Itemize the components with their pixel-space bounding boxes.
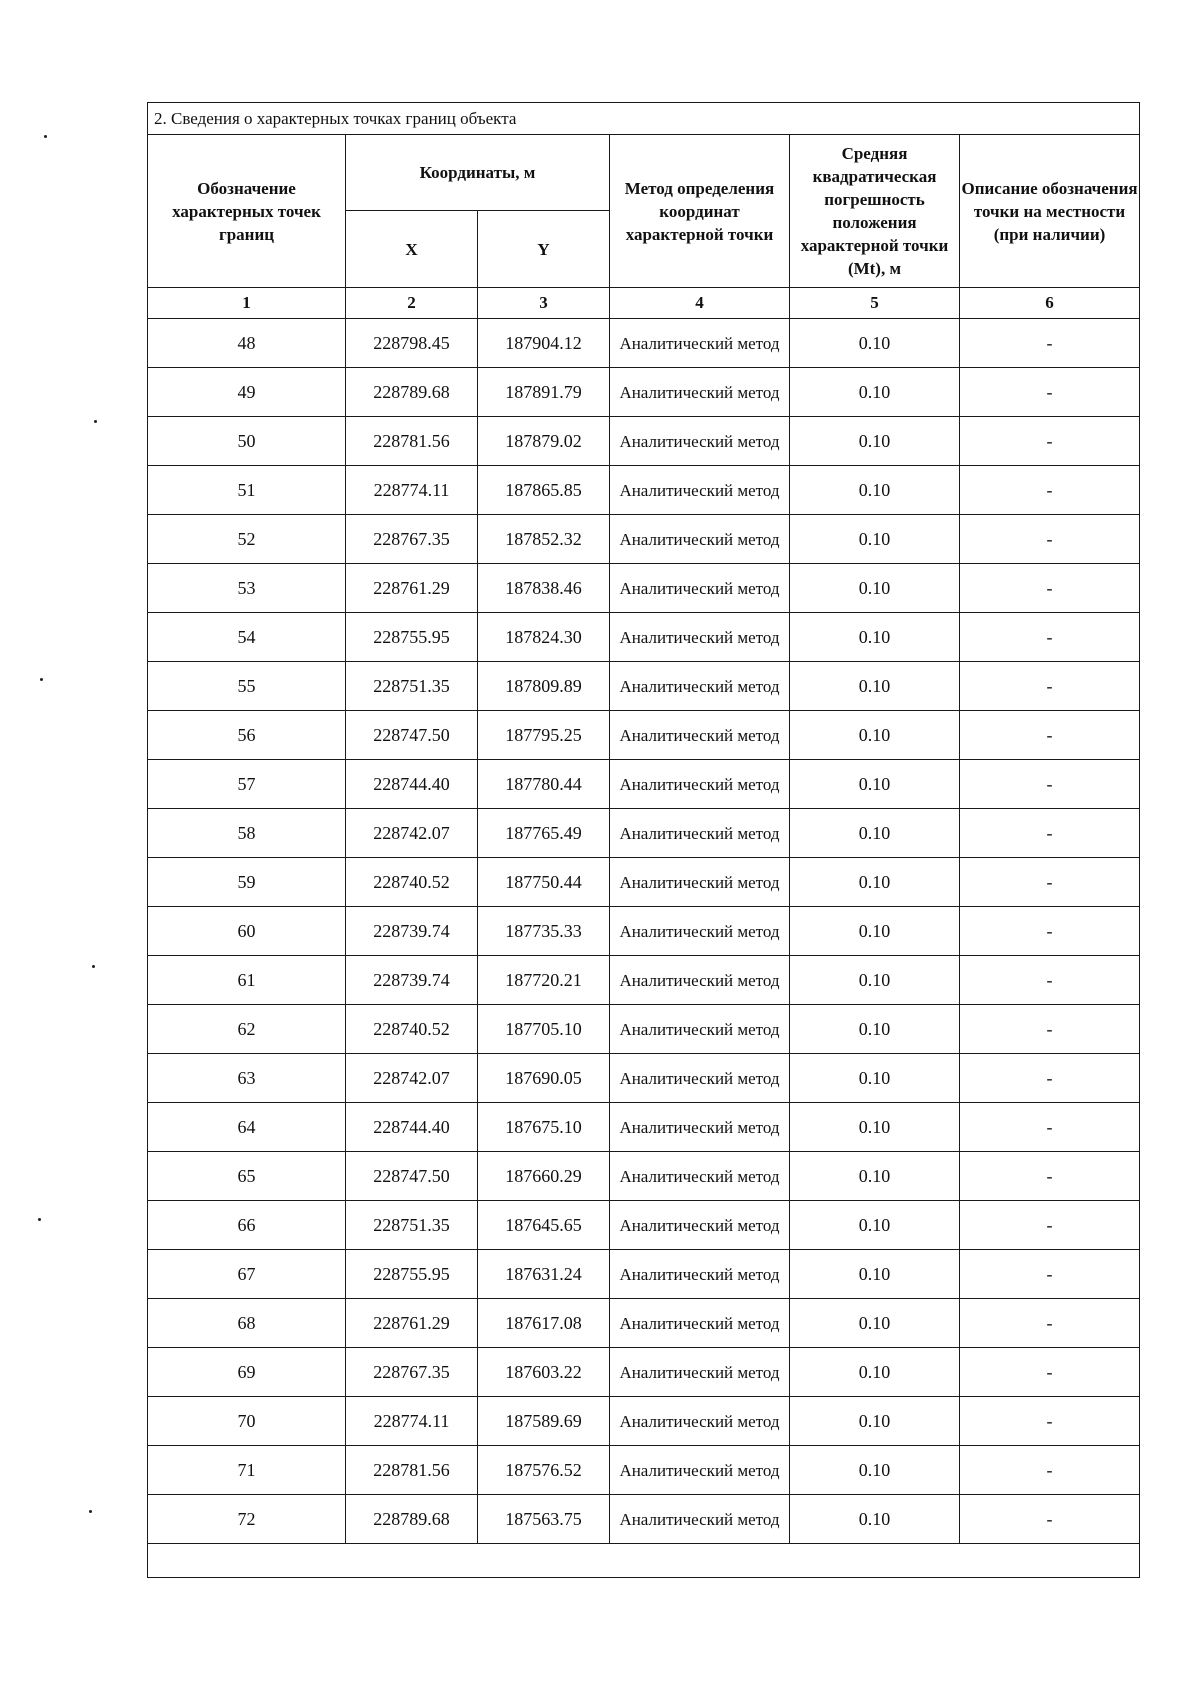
cell-x: 228755.95 <box>346 613 478 662</box>
table-row <box>148 1250 1140 1299</box>
header-y: Y <box>478 211 610 288</box>
cell-method: Аналитический метод <box>610 858 790 907</box>
cell-error: 0.10 <box>790 1054 960 1103</box>
header-description: Описание обозначения точки на местности (при наличии) <box>960 135 1140 288</box>
cell-description: - <box>960 1348 1140 1397</box>
scan-speck <box>89 1510 92 1513</box>
cell-description: - <box>960 1054 1140 1103</box>
cell-x: 228761.29 <box>346 564 478 613</box>
cell-error: 0.10 <box>790 319 960 368</box>
cell-method: Аналитический метод <box>610 760 790 809</box>
cell-y: 187865.85 <box>478 466 610 515</box>
cell-y: 187750.44 <box>478 858 610 907</box>
cell-point: 53 <box>148 564 346 613</box>
column-number: 3 <box>478 288 610 319</box>
cell-method: Аналитический метод <box>610 956 790 1005</box>
table-row <box>148 956 1140 1005</box>
cell-point: 69 <box>148 1348 346 1397</box>
table-row <box>148 1054 1140 1103</box>
table-row <box>148 809 1140 858</box>
cell-description: - <box>960 760 1140 809</box>
cell-point: 58 <box>148 809 346 858</box>
cell-method: Аналитический метод <box>610 1446 790 1495</box>
table-row <box>148 858 1140 907</box>
table-row <box>148 1299 1140 1348</box>
cell-point: 70 <box>148 1397 346 1446</box>
cell-error: 0.10 <box>790 1348 960 1397</box>
header-point: Обозначение характерных точек границ <box>148 135 346 288</box>
cell-method: Аналитический метод <box>610 1201 790 1250</box>
cell-x: 228755.95 <box>346 1250 478 1299</box>
cell-y: 187675.10 <box>478 1103 610 1152</box>
cell-error: 0.10 <box>790 809 960 858</box>
cell-method: Аналитический метод <box>610 417 790 466</box>
table-row <box>148 1397 1140 1446</box>
header-coords: Координаты, м <box>346 135 610 211</box>
cell-method: Аналитический метод <box>610 1005 790 1054</box>
cell-y: 187563.75 <box>478 1495 610 1544</box>
cell-method: Аналитический метод <box>610 809 790 858</box>
cell-error: 0.10 <box>790 1446 960 1495</box>
cell-description: - <box>960 319 1140 368</box>
cell-description: - <box>960 1446 1140 1495</box>
cell-method: Аналитический метод <box>610 1054 790 1103</box>
cell-x: 228789.68 <box>346 368 478 417</box>
cell-error: 0.10 <box>790 1103 960 1152</box>
cell-description: - <box>960 1299 1140 1348</box>
table-footer-cell <box>148 1544 1140 1578</box>
cell-x: 228761.29 <box>346 1299 478 1348</box>
column-number: 2 <box>346 288 478 319</box>
cell-x: 228739.74 <box>346 907 478 956</box>
cell-point: 71 <box>148 1446 346 1495</box>
cell-description: - <box>960 466 1140 515</box>
column-number-row <box>148 288 1140 319</box>
cell-x: 228751.35 <box>346 1201 478 1250</box>
cell-method: Аналитический метод <box>610 613 790 662</box>
table-row <box>148 417 1140 466</box>
cell-error: 0.10 <box>790 1250 960 1299</box>
table-row <box>148 319 1140 368</box>
cell-x: 228742.07 <box>346 1054 478 1103</box>
cell-y: 187645.65 <box>478 1201 610 1250</box>
cell-point: 59 <box>148 858 346 907</box>
cell-x: 228747.50 <box>346 711 478 760</box>
scan-speck <box>94 420 97 423</box>
cell-y: 187795.25 <box>478 711 610 760</box>
cell-description: - <box>960 1152 1140 1201</box>
cell-description: - <box>960 368 1140 417</box>
cell-y: 187765.49 <box>478 809 610 858</box>
cell-description: - <box>960 417 1140 466</box>
cell-point: 49 <box>148 368 346 417</box>
cell-method: Аналитический метод <box>610 1250 790 1299</box>
table-row <box>148 466 1140 515</box>
table-row <box>148 711 1140 760</box>
cell-error: 0.10 <box>790 417 960 466</box>
cell-y: 187838.46 <box>478 564 610 613</box>
cell-point: 65 <box>148 1152 346 1201</box>
header-error: Средняя квадратическая погрешность положения характерной точки (Mt), м <box>790 135 960 288</box>
cell-description: - <box>960 858 1140 907</box>
cell-method: Аналитический метод <box>610 1299 790 1348</box>
cell-x: 228740.52 <box>346 858 478 907</box>
cell-point: 52 <box>148 515 346 564</box>
cell-error: 0.10 <box>790 662 960 711</box>
cell-y: 187891.79 <box>478 368 610 417</box>
cell-x: 228744.40 <box>346 760 478 809</box>
cell-method: Аналитический метод <box>610 662 790 711</box>
cell-y: 187617.08 <box>478 1299 610 1348</box>
cell-error: 0.10 <box>790 1495 960 1544</box>
cell-description: - <box>960 1495 1140 1544</box>
cell-error: 0.10 <box>790 1201 960 1250</box>
cell-x: 228798.45 <box>346 319 478 368</box>
table-row <box>148 613 1140 662</box>
scan-speck <box>44 135 47 138</box>
boundary-points-table <box>147 102 1140 1578</box>
cell-y: 187660.29 <box>478 1152 610 1201</box>
cell-description: - <box>960 1201 1140 1250</box>
column-number: 1 <box>148 288 346 319</box>
cell-description: - <box>960 1250 1140 1299</box>
cell-y: 187705.10 <box>478 1005 610 1054</box>
table-row <box>148 1152 1140 1201</box>
cell-point: 57 <box>148 760 346 809</box>
cell-point: 48 <box>148 319 346 368</box>
cell-description: - <box>960 515 1140 564</box>
cell-error: 0.10 <box>790 466 960 515</box>
cell-x: 228742.07 <box>346 809 478 858</box>
table-row <box>148 1201 1140 1250</box>
cell-method: Аналитический метод <box>610 515 790 564</box>
table-row <box>148 1103 1140 1152</box>
column-number: 4 <box>610 288 790 319</box>
table-row <box>148 1495 1140 1544</box>
cell-error: 0.10 <box>790 515 960 564</box>
cell-x: 228739.74 <box>346 956 478 1005</box>
cell-y: 187824.30 <box>478 613 610 662</box>
scan-speck <box>38 1218 41 1221</box>
cell-description: - <box>960 711 1140 760</box>
cell-y: 187780.44 <box>478 760 610 809</box>
cell-y: 187879.02 <box>478 417 610 466</box>
cell-x: 228774.11 <box>346 466 478 515</box>
cell-point: 54 <box>148 613 346 662</box>
cell-description: - <box>960 809 1140 858</box>
cell-x: 228789.68 <box>346 1495 478 1544</box>
cell-y: 187631.24 <box>478 1250 610 1299</box>
cell-point: 50 <box>148 417 346 466</box>
cell-error: 0.10 <box>790 907 960 956</box>
cell-description: - <box>960 907 1140 956</box>
cell-error: 0.10 <box>790 1005 960 1054</box>
table-body <box>148 319 1140 1544</box>
cell-y: 187576.52 <box>478 1446 610 1495</box>
cell-y: 187720.21 <box>478 956 610 1005</box>
header-x: X <box>346 211 478 288</box>
document-sheet <box>147 102 1139 1578</box>
header-method: Метод определения координат характерной точки <box>610 135 790 288</box>
cell-description: - <box>960 613 1140 662</box>
cell-error: 0.10 <box>790 368 960 417</box>
cell-description: - <box>960 1103 1140 1152</box>
cell-point: 68 <box>148 1299 346 1348</box>
cell-method: Аналитический метод <box>610 466 790 515</box>
cell-x: 228781.56 <box>346 417 478 466</box>
cell-point: 72 <box>148 1495 346 1544</box>
cell-y: 187904.12 <box>478 319 610 368</box>
cell-error: 0.10 <box>790 760 960 809</box>
cell-method: Аналитический метод <box>610 907 790 956</box>
cell-point: 56 <box>148 711 346 760</box>
cell-point: 55 <box>148 662 346 711</box>
cell-point: 61 <box>148 956 346 1005</box>
cell-x: 228774.11 <box>346 1397 478 1446</box>
cell-y: 187809.89 <box>478 662 610 711</box>
table-row <box>148 662 1140 711</box>
cell-error: 0.10 <box>790 1397 960 1446</box>
cell-error: 0.10 <box>790 956 960 1005</box>
cell-description: - <box>960 564 1140 613</box>
cell-point: 51 <box>148 466 346 515</box>
cell-error: 0.10 <box>790 1299 960 1348</box>
table-row <box>148 907 1140 956</box>
cell-y: 187735.33 <box>478 907 610 956</box>
cell-y: 187690.05 <box>478 1054 610 1103</box>
cell-x: 228781.56 <box>346 1446 478 1495</box>
cell-error: 0.10 <box>790 564 960 613</box>
table-row <box>148 1348 1140 1397</box>
cell-y: 187852.32 <box>478 515 610 564</box>
table-row <box>148 1005 1140 1054</box>
scan-speck <box>40 678 43 681</box>
cell-point: 67 <box>148 1250 346 1299</box>
cell-method: Аналитический метод <box>610 1348 790 1397</box>
cell-method: Аналитический метод <box>610 1397 790 1446</box>
cell-description: - <box>960 1397 1140 1446</box>
cell-method: Аналитический метод <box>610 564 790 613</box>
cell-error: 0.10 <box>790 613 960 662</box>
section-title: 2. Сведения о характерных точках границ объекта <box>148 103 1140 135</box>
table-row <box>148 1446 1140 1495</box>
cell-point: 64 <box>148 1103 346 1152</box>
cell-x: 228767.35 <box>346 515 478 564</box>
cell-description: - <box>960 956 1140 1005</box>
table-row <box>148 515 1140 564</box>
scan-speck <box>92 965 95 968</box>
cell-error: 0.10 <box>790 1152 960 1201</box>
cell-method: Аналитический метод <box>610 1152 790 1201</box>
column-number: 6 <box>960 288 1140 319</box>
table-row <box>148 564 1140 613</box>
cell-point: 62 <box>148 1005 346 1054</box>
table-footer-row <box>148 1544 1140 1578</box>
cell-y: 187603.22 <box>478 1348 610 1397</box>
cell-x: 228744.40 <box>346 1103 478 1152</box>
cell-description: - <box>960 662 1140 711</box>
cell-error: 0.10 <box>790 711 960 760</box>
cell-point: 66 <box>148 1201 346 1250</box>
cell-method: Аналитический метод <box>610 368 790 417</box>
cell-method: Аналитический метод <box>610 711 790 760</box>
column-number: 5 <box>790 288 960 319</box>
table-row <box>148 368 1140 417</box>
cell-description: - <box>960 1005 1140 1054</box>
cell-method: Аналитический метод <box>610 319 790 368</box>
cell-method: Аналитический метод <box>610 1495 790 1544</box>
cell-x: 228747.50 <box>346 1152 478 1201</box>
cell-y: 187589.69 <box>478 1397 610 1446</box>
cell-x: 228751.35 <box>346 662 478 711</box>
cell-x: 228740.52 <box>346 1005 478 1054</box>
cell-method: Аналитический метод <box>610 1103 790 1152</box>
cell-point: 60 <box>148 907 346 956</box>
cell-error: 0.10 <box>790 858 960 907</box>
table-row <box>148 760 1140 809</box>
cell-x: 228767.35 <box>346 1348 478 1397</box>
cell-point: 63 <box>148 1054 346 1103</box>
